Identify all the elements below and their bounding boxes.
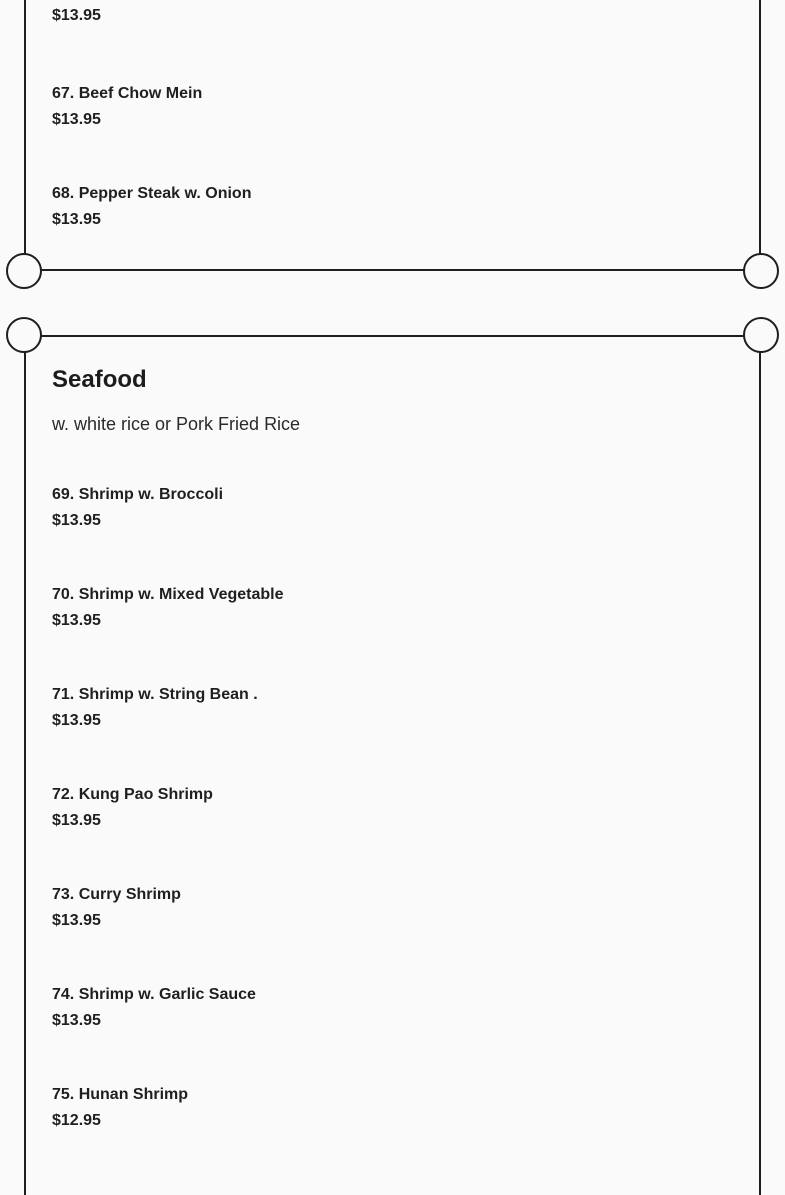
menu-item-price: $13.95: [52, 1012, 101, 1029]
section-title: Seafood: [52, 366, 147, 393]
menu-section-seafood: [24, 335, 761, 1195]
corner-notch-decoration: [6, 317, 42, 353]
menu-item-price: $13.95: [52, 612, 101, 629]
menu-item-price: $13.95: [52, 111, 101, 128]
menu-item: [52, 786, 213, 830]
menu-item-price: $12.95: [52, 1112, 101, 1129]
menu-item-price: $13.95: [52, 912, 101, 929]
menu-item: [52, 486, 223, 530]
corner-notch-decoration: [6, 253, 42, 289]
menu-item-price: $13.95: [52, 512, 101, 529]
section-subtitle: w. white rice or Pork Fried Rice: [52, 414, 301, 434]
menu-item-name: 75. Hunan Shrimp: [52, 1086, 189, 1103]
menu-item-name: 70. Shrimp w. Mixed Vegetable: [52, 586, 284, 603]
menu-item-name: 74. Shrimp w. Garlic Sauce: [52, 986, 256, 1003]
menu-item: [52, 886, 181, 930]
menu-item: [52, 185, 251, 229]
menu-item-price: $13.95: [52, 812, 101, 829]
menu-item: [52, 7, 101, 25]
menu-item-price: $13.95: [52, 7, 101, 24]
menu-item: [52, 85, 202, 129]
menu-item: [52, 686, 258, 730]
menu-item-name: 72. Kung Pao Shrimp: [52, 786, 213, 803]
menu-item-price: $13.95: [52, 712, 101, 729]
corner-notch-decoration: [743, 253, 779, 289]
menu-item-price: $13.95: [52, 211, 101, 228]
menu-item: [52, 986, 256, 1030]
menu-item-name: 68. Pepper Steak w. Onion: [52, 185, 252, 202]
menu-item: [52, 586, 283, 630]
menu-item: [52, 1086, 188, 1130]
menu-item-name: 67. Beef Chow Mein: [52, 85, 203, 102]
menu-section-beef: [24, 0, 761, 271]
corner-notch-decoration: [743, 317, 779, 353]
menu-item-name: 69. Shrimp w. Broccoli: [52, 486, 224, 503]
menu-item-name: 73. Curry Shrimp: [52, 886, 181, 903]
menu-item-name: 71. Shrimp w. String Bean .: [52, 686, 258, 703]
